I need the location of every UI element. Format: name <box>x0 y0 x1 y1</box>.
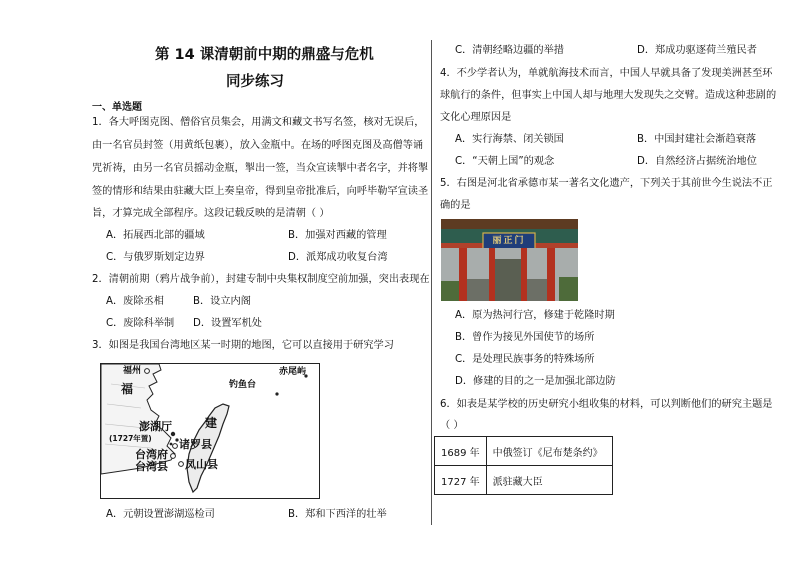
section-heading: 一、单选题 <box>92 102 142 113</box>
gate-illustration <box>441 219 578 301</box>
column-divider <box>431 40 432 525</box>
gate-plaque-text: 丽正门 <box>492 236 526 246</box>
map-label-fengshan: 凤山县 <box>185 458 218 471</box>
q1-line: 签的情形和结果由驻藏大臣上奏皇帝，得到皇帝批准后，向呼毕勒罕宣读圣 <box>92 186 429 197</box>
q2-stem: 2．清朝前期（鸦片战争前），封建专制中央集权制度空前加强，突出表现在 <box>92 274 430 285</box>
q4-line: 文化心理原因是 <box>440 112 512 123</box>
table-cell-year: 1689 年 <box>435 437 487 466</box>
q4-line: 4．不少学者认为，单就航海技术而言，中国人早就具备了发现美洲甚至环 <box>440 68 773 79</box>
q3-stem: 3．如图是我国台湾地区某一时期的地图，它可以直接用于研究学习 <box>92 340 394 351</box>
table-cell-event: 中俄签订《尼布楚条约》 <box>486 437 612 466</box>
q2-option-d[interactable]: D．设置军机处 <box>193 318 262 329</box>
taiwanfu-marker <box>171 454 176 459</box>
map-label-jian: 建 <box>205 416 218 430</box>
map-label-diaoyu: 钓鱼台 <box>229 380 257 390</box>
q5-option-c[interactable]: C．是处理民族事务的特殊场所 <box>455 354 595 365</box>
q4-option-b[interactable]: B．中国封建社会渐趋衰落 <box>637 134 757 145</box>
q3-option-c[interactable]: C．清朝经略边疆的举措 <box>455 45 564 56</box>
q1-line: 1．各大呼图克图、僧俗官员集会，用满文和藏文书写名签，核对无误后， <box>92 117 425 128</box>
map-label-year: (1727年置) <box>109 434 152 443</box>
q4-option-c[interactable]: C．“天朝上国”的观念 <box>455 156 555 167</box>
page-subtitle: 同步练习 <box>226 74 284 90</box>
q5-option-a[interactable]: A．原为热河行宫，修建于乾隆时期 <box>455 310 615 321</box>
q6-line: （ ） <box>440 420 464 431</box>
q3-option-a[interactable]: A．元朝设置澎湖巡检司 <box>106 509 215 520</box>
fuzhou-marker <box>145 369 150 374</box>
q2-option-c[interactable]: C．废除科举制 <box>106 318 175 329</box>
map-label-taiwanfu: 台湾府 <box>135 448 168 461</box>
map-label-penghu: 澎湖厅 <box>139 420 172 433</box>
table-row <box>435 466 613 495</box>
map-label-zhuluo: 诸罗县 <box>179 438 212 451</box>
zhuluo-marker <box>173 444 178 449</box>
q1-line: 旨，才算完成全部程序。这段记载反映的是清朝（ ） <box>92 208 330 219</box>
q1-line: 咒祈祷，由另一名官员摇动金瓶，掣出一签，当众宣读掣中者名字，并将掣 <box>92 163 429 174</box>
q1-option-d[interactable]: D．派郑成功收复台湾 <box>288 252 388 263</box>
map-label-chiwei: 赤尾屿 <box>279 367 307 377</box>
fengshan-marker <box>179 462 184 467</box>
q1-option-b[interactable]: B．加强对西藏的管理 <box>288 230 387 241</box>
q5-line: 确的是 <box>440 200 471 211</box>
q5-line: 5．右图是河北省承德市某一著名文化遗产，下列关于其前世今生说法不正 <box>440 178 773 189</box>
q4-option-d[interactable]: D．自然经济占据统治地位 <box>637 156 757 167</box>
table-cell-year: 1727 年 <box>435 466 487 495</box>
map-label-fuzhou: 福州 <box>123 366 142 376</box>
heritage-photo <box>441 219 578 301</box>
diaoyu-dot <box>275 392 278 395</box>
q1-line: 由一名官员封签（用黄纸包裹），放入金瓶中。在场的呼图克图及高僧等诵 <box>92 140 424 151</box>
q2-option-b[interactable]: B．设立内阁 <box>193 296 251 307</box>
map-label-fu: 福 <box>121 382 134 396</box>
q5-option-d[interactable]: D．修建的目的之一是加强北部边防 <box>455 376 616 387</box>
taiwan-map <box>100 363 320 499</box>
q5-option-b[interactable]: B．曾作为接见外国使节的场所 <box>455 332 595 343</box>
q4-line: 球航行的条件，但事实上中国人却与地理大发现失之交臂。造成这种悲剧的 <box>440 90 777 101</box>
penghu-island <box>170 443 173 446</box>
q1-option-c[interactable]: C．与俄罗斯划定边界 <box>106 252 205 263</box>
table-row <box>435 437 613 466</box>
q6-line: 6．如表是某学校的历史研究小组收集的材料，可以判断他们的研究主题是 <box>440 399 773 410</box>
map-drawing <box>101 364 319 498</box>
table-cell-event: 派驻藏大臣 <box>486 466 612 495</box>
page-title: 第 14 课清朝前中期的鼎盛与危机 <box>155 47 374 63</box>
map-label-taiwanxian: 台湾县 <box>135 460 168 473</box>
q1-option-a[interactable]: A．拓展西北部的疆域 <box>106 230 205 241</box>
q3-option-d[interactable]: D．郑成功驱逐荷兰殖民者 <box>637 45 757 56</box>
q2-option-a[interactable]: A．废除丞相 <box>106 296 164 307</box>
q4-option-a[interactable]: A．实行海禁、闭关锁国 <box>455 134 564 145</box>
q3-option-b[interactable]: B．郑和下西洋的壮举 <box>288 509 387 520</box>
material-table <box>434 436 613 495</box>
